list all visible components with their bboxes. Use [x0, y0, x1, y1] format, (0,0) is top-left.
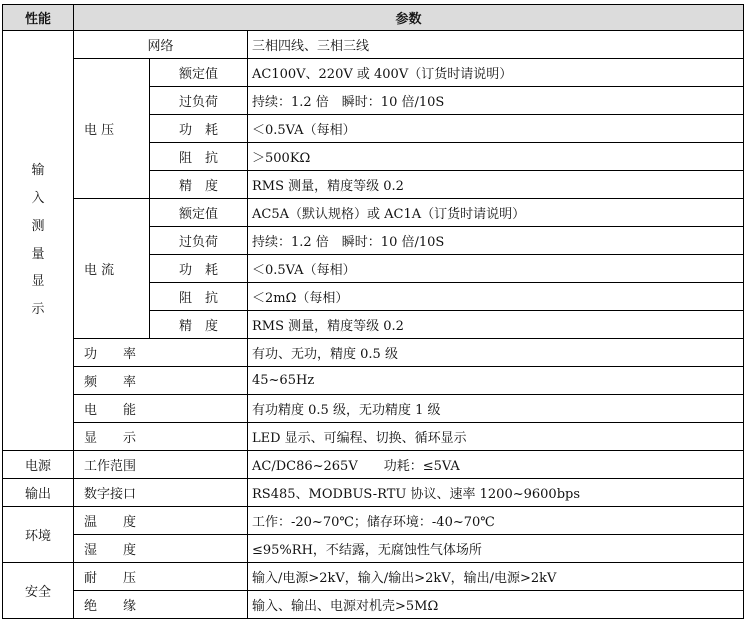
- table-row: [3, 31, 744, 59]
- category-input-char: 量: [31, 246, 45, 262]
- table-row: [3, 367, 744, 395]
- other-row-label: 频 率: [74, 367, 248, 395]
- other-row-label: 电 能: [74, 395, 248, 423]
- safety-row-label: 耐 压: [74, 563, 248, 591]
- safety-row-value: 输入、输出、电源对机壳>5MΩ: [248, 591, 744, 619]
- network-value: 三相四线、三相三线: [248, 31, 744, 59]
- current-row-value: ＜0.5VA（每相）: [248, 255, 744, 283]
- current-row-label: 精 度: [150, 311, 248, 339]
- voltage-row-label: 额定值: [150, 59, 248, 87]
- other-row-value: 45~65Hz: [248, 367, 744, 395]
- category-input-char: 示: [31, 302, 45, 318]
- safety-row-value: 输入/电源>2kV，输入/输出>2kV，输出/电源>2kV: [248, 563, 744, 591]
- other-row-label: 功 率: [74, 339, 248, 367]
- table-row: [3, 199, 744, 227]
- table-row: [3, 479, 744, 507]
- environment-row-label: 温 度: [74, 507, 248, 535]
- other-row-value: LED 显示、可编程、切换、循环显示: [248, 423, 744, 451]
- category-input-char: 测: [31, 218, 45, 234]
- table-row: [3, 59, 744, 87]
- output-value: RS485、MODBUS-RTU 协议、速率 1200~9600bps: [248, 479, 744, 507]
- header-params: 参数: [74, 5, 744, 31]
- category-power: 电源: [3, 451, 74, 479]
- category-input-char: 输: [31, 162, 45, 178]
- header-row: [3, 5, 744, 31]
- current-row-value: RMS 测量，精度等级 0.2: [248, 311, 744, 339]
- category-input-char: 显: [31, 274, 45, 290]
- environment-row-label: 湿 度: [74, 535, 248, 563]
- current-row-label: 额定值: [150, 199, 248, 227]
- voltage-group-label: 电 压: [74, 59, 150, 199]
- environment-row-value: 工作：-20~70℃；储存环境：-40~70℃: [248, 507, 744, 535]
- table-row: [3, 339, 744, 367]
- category-output: 输出: [3, 479, 74, 507]
- current-row-value: 持续：1.2 倍 瞬时：10 倍/10S: [248, 227, 744, 255]
- power-value: AC/DC86~265V 功耗：≤5VA: [248, 451, 744, 479]
- voltage-row-value: AC100V、220V 或 400V（订货时请说明）: [248, 59, 744, 87]
- table-row: [3, 507, 744, 535]
- table-row: [3, 423, 744, 451]
- other-row-value: 有功精度 0.5 级，无功精度 1 级: [248, 395, 744, 423]
- voltage-row-label: 精 度: [150, 171, 248, 199]
- voltage-row-label: 阻 抗: [150, 143, 248, 171]
- current-row-value: AC5A（默认规格）或 AC1A（订货时请说明）: [248, 199, 744, 227]
- voltage-row-label: 过负荷: [150, 87, 248, 115]
- current-row-label: 过负荷: [150, 227, 248, 255]
- current-row-value: ＜2mΩ（每相）: [248, 283, 744, 311]
- table-row: [3, 451, 744, 479]
- environment-row-value: ≤95%RH，不结露，无腐蚀性气体场所: [248, 535, 744, 563]
- table-row: [3, 535, 744, 563]
- header-feature: 性能: [3, 5, 74, 31]
- voltage-row-value: RMS 测量，精度等级 0.2: [248, 171, 744, 199]
- safety-row-label: 绝 缘: [74, 591, 248, 619]
- current-group-label: 电 流: [74, 199, 150, 339]
- voltage-row-value: 持续：1.2 倍 瞬时：10 倍/10S: [248, 87, 744, 115]
- voltage-row-value: ＞500KΩ: [248, 143, 744, 171]
- voltage-row-value: ＜0.5VA（每相）: [248, 115, 744, 143]
- category-input-char: 入: [31, 190, 45, 206]
- current-row-label: 阻 抗: [150, 283, 248, 311]
- category-environment: 环境: [3, 507, 74, 563]
- network-label: 网络: [74, 31, 248, 59]
- category-safety: 安全: [3, 563, 74, 619]
- power-label: 工作范围: [74, 451, 248, 479]
- table-row: [3, 591, 744, 619]
- voltage-row-label: 功 耗: [150, 115, 248, 143]
- other-row-value: 有功、无功，精度 0.5 级: [248, 339, 744, 367]
- output-label: 数字接口: [74, 479, 248, 507]
- table-row: [3, 563, 744, 591]
- table-row: [3, 395, 744, 423]
- spec-table: [2, 4, 744, 619]
- other-row-label: 显 示: [74, 423, 248, 451]
- current-row-label: 功 耗: [150, 255, 248, 283]
- category-input: [3, 31, 74, 451]
